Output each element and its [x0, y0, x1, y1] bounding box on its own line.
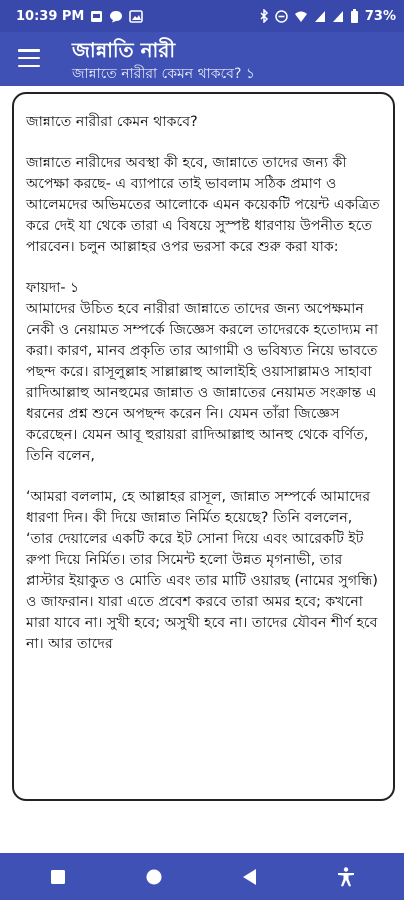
article-paragraph: আমাদের উচিত হবে নারীরা জান্নাতে তাদের জন্য অপেক্ষমান নেকী ও নেয়ামত সম্পর্কে জিজ্ঞেস করলে তাদেরকে হতোদ্যম না করা। কারণ, মানব প্রকৃতি তার আগামী ও ভবিষ্যত নিয়ে ভাবতে পছন্দ করে। রাসূলুল্লাহ সাল্লাল্লাহু আলাইহি ওয়াসাল্লামও সাহাবা রাদিআল্লাহু আনহুমের জান্নাত ও জান্নাতের নেয়ামত সংক্রান্ত এ ধরনের প্রশ্ন শুনে অপছন্দ করেন নি। যেমন তাঁরা জিজ্ঞেস করেছেন। যেমন আবূ হুরায়রা রাদিআল্লাহু আনহু থেকে বর্ণিত, তিনি বলেন,	[26, 301, 379, 464]
back-button[interactable]	[230, 857, 270, 897]
menu-line	[18, 49, 40, 52]
signal-icon-2	[332, 10, 344, 23]
article-paragraph: ‘আমরা বললাম, হে আল্লাহর রাসূল, জান্নাত সম্পর্কে আমাদের ধারণা দিন। কী দিয়ে জান্নাত নির্মিত হয়েছে? তিনি বললেন, ‘তার দেয়ালের একটি করে ইট সোনা দিয়ে এবং আরেকটি ইট রুপা দিয়ে নির্মিত। তার সিমেন্ট হলো উন্নত মৃগনাভী, তার প্লাস্টার ইয়াকুত ও মোতি এবং তার মাটি ওয়ারছ (নামের সুগন্ধি) ও জাফরান। যারা এতে প্রবেশ করবে তারা অমর হবে; কখনো মারা যাবে না। সুখী হবে; অসুখী হবে না। তাদের যৌবন শীর্ণ হবে না। আর তাদের	[26, 489, 378, 652]
app-bar	[0, 32, 404, 86]
home-icon	[145, 868, 163, 886]
image-icon	[90, 10, 103, 23]
battery-icon	[350, 9, 359, 23]
battery-percent: 73%	[364, 8, 396, 24]
menu-icon[interactable]	[16, 45, 42, 71]
page-subtitle: জান্নাতে নারীরা কেমন থাকবে? ১	[72, 66, 255, 82]
article-heading: জান্নাতে নারীরা কেমন থাকবে?	[26, 114, 198, 130]
status-left	[16, 9, 143, 24]
status-right	[259, 9, 396, 24]
bluetooth-icon	[259, 9, 269, 23]
home-button[interactable]	[134, 857, 174, 897]
accessibility-icon	[337, 867, 355, 887]
signal-icon	[314, 10, 326, 23]
page-title: জান্নাতি নারী	[72, 38, 176, 62]
wifi-icon	[294, 10, 308, 23]
menu-line	[18, 65, 40, 68]
recents-icon	[50, 869, 66, 885]
gallery-icon	[129, 10, 143, 23]
status-bar	[0, 0, 404, 32]
system-nav-bar	[0, 853, 404, 900]
section-label: ফায়দা- ১	[26, 280, 80, 296]
article-paragraph: জান্নাতে নারীদের অবস্থা কী হবে, জান্নাতে তাদের জন্য কী অপেক্ষা করছে- এ ব্যাপারে তাই ভাবলাম সঠিক প্রমাণ ও আলেমদের অভিমতের আলোকে এমন কয়েকটি পয়েন্ট একত্রিত করে দেই যা থেকে তারা এ বিষয়ে সুস্পষ্ট ধারণায় উপনীত হতে পারবেন। চলুন আল্লাহর ওপর ভরসা করে শুরু করা যাক:	[26, 155, 380, 255]
back-icon	[242, 868, 258, 886]
menu-line	[18, 57, 40, 60]
accessibility-button[interactable]	[326, 857, 366, 897]
clock: 10:39 PM	[16, 8, 85, 24]
recents-button[interactable]	[38, 857, 78, 897]
chat-icon	[109, 10, 123, 23]
dnd-icon	[275, 10, 288, 23]
article-card[interactable]	[12, 92, 395, 801]
